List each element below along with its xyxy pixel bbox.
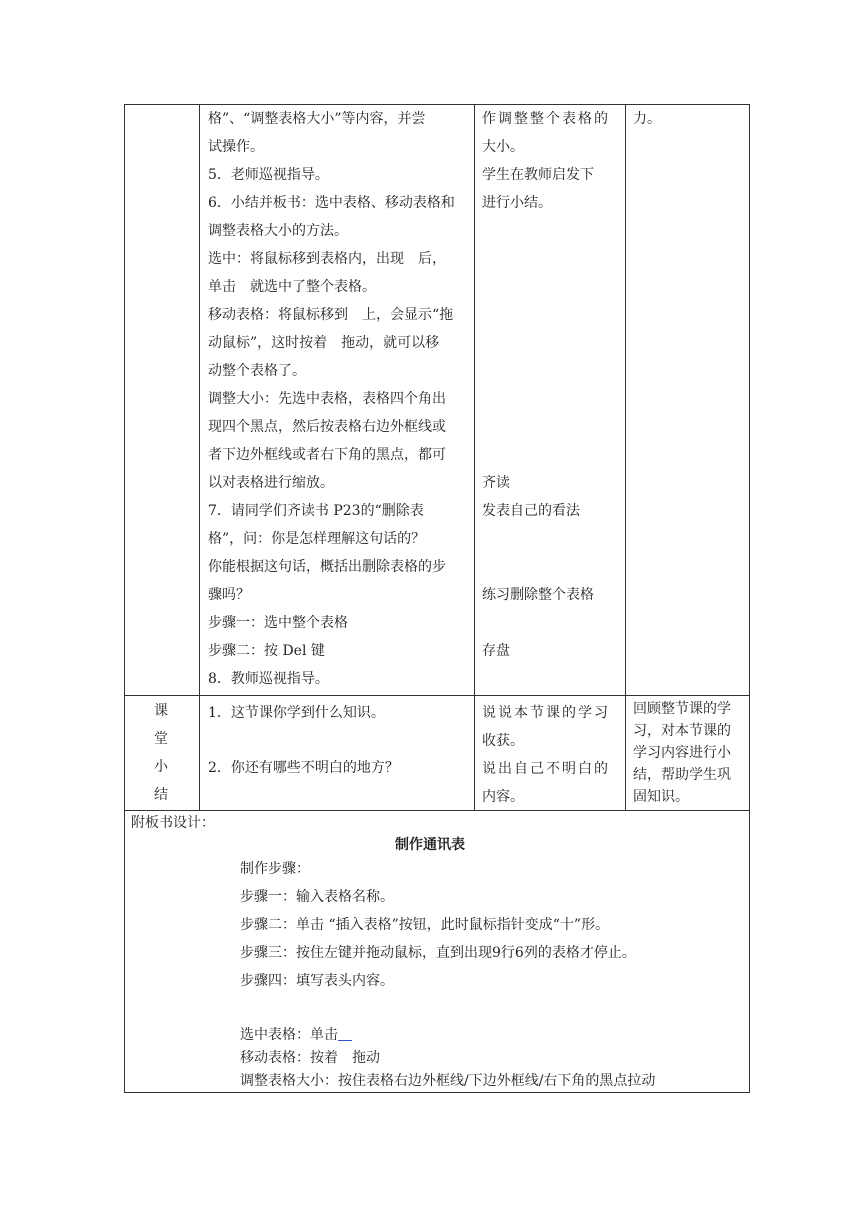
blank-underline [338, 1026, 352, 1041]
table-border-bottom [124, 1092, 750, 1093]
process-line: 8．教师巡视指导。 [208, 671, 329, 687]
process-line: 6．小结并板书：选中表格、移动表格和 [208, 195, 455, 211]
student-line: 大小。 [482, 139, 524, 155]
summary-student-line: 说出自己不明白的 [482, 761, 610, 777]
process-line: 动整个表格了。 [208, 363, 306, 379]
process-line: 以对表格进行缩放。 [208, 475, 334, 491]
table-border-left [124, 104, 125, 1093]
student-line: 进行小结。 [482, 195, 552, 211]
summary-label-char: 小 [154, 759, 168, 775]
student-line: 学生在教师启发下 [482, 167, 594, 183]
summary-label-char: 结 [154, 787, 168, 803]
board-resize-line: 调整表格大小：按住表格右边外框线/下边外框线/右下角的黑点拉动 [240, 1073, 656, 1089]
board-move-line: 移动表格：按着 拖动 [240, 1050, 380, 1066]
process-line: 你能根据这句话，概括出删除表格的步 [208, 559, 446, 575]
summary-student-line: 收获。 [482, 733, 524, 749]
board-select-label: 选中表格：单击 [240, 1027, 338, 1043]
board-select-line [240, 1025, 352, 1045]
student-line: 存盘 [482, 643, 510, 659]
row-divider-board [124, 810, 750, 811]
board-step: 步骤二：单击 “插入表格”按钮，此时鼠标指针变成“十”形。 [240, 917, 610, 933]
board-title: 制作通讯表 [395, 837, 465, 853]
process-line: 5．老师巡视指导。 [208, 167, 329, 183]
summary-intent-line: 固知识。 [633, 789, 689, 805]
process-line: 格”、“调整表格大小”等内容，并尝 [208, 111, 426, 127]
process-line: 步骤二：按 Del 键 [208, 643, 325, 659]
row-divider-summary [124, 695, 750, 696]
intent-line: 力。 [633, 111, 661, 127]
process-line: 7．请同学们齐读书 P23的“删除表 [208, 503, 424, 519]
summary-student-line: 内容。 [482, 789, 524, 805]
process-line: 移动表格：将鼠标移到 上，会显示“拖 [208, 307, 454, 323]
col-divider-3 [625, 104, 626, 810]
summary-intent-line: 结，帮助学生巩 [633, 767, 731, 783]
student-line: 作调整整个表格的 [482, 111, 610, 127]
board-step: 步骤一：输入表格名称。 [240, 889, 394, 905]
process-line: 现四个黑点，然后按表格右边外框线或 [208, 419, 446, 435]
process-line: 调整表格大小的方法。 [208, 223, 348, 239]
board-steps-title: 制作步骤： [240, 861, 310, 877]
summary-question: 1．这节课你学到什么知识。 [208, 705, 385, 721]
process-line: 步骤一：选中整个表格 [208, 615, 348, 631]
process-line: 试操作。 [208, 139, 264, 155]
process-line: 者下边外框线或者右下角的黑点，都可 [208, 447, 446, 463]
process-line: 动鼠标”，这时按着 拖动，就可以移 [208, 335, 440, 351]
student-line: 发表自己的看法 [482, 503, 580, 519]
student-line: 练习删除整个表格 [482, 587, 594, 603]
student-line: 齐读 [482, 475, 510, 491]
process-line: 调整大小：先选中表格，表格四个角出 [208, 391, 446, 407]
board-step: 步骤三：按住左键并拖动鼠标，直到出现9行6列的表格才停止。 [240, 945, 636, 961]
summary-label-char: 堂 [154, 731, 168, 747]
summary-label-char: 课 [154, 703, 168, 719]
process-line: 选中：将鼠标移到表格内，出现 后， [208, 251, 446, 267]
board-step: 步骤四：填写表头内容。 [240, 973, 394, 989]
process-line: 格”，问：你是怎样理解这句话的？ [208, 531, 426, 547]
summary-question: 2．你还有哪些不明白的地方？ [208, 760, 399, 776]
process-line: 单击 就选中了整个表格。 [208, 279, 376, 295]
process-line: 骤吗？ [208, 587, 250, 603]
summary-intent-line: 习，对本节课的 [633, 723, 731, 739]
summary-student-line: 说说本节课的学习 [482, 705, 610, 721]
board-heading: 附板书设计： [131, 815, 215, 831]
col-divider-2 [474, 104, 475, 810]
summary-intent-line: 学习内容进行小 [633, 745, 731, 761]
col-divider-1 [199, 104, 200, 810]
summary-intent-line: 回顾整节课的学 [633, 701, 731, 717]
table-border-top [124, 104, 750, 105]
table-border-right [749, 104, 750, 1093]
